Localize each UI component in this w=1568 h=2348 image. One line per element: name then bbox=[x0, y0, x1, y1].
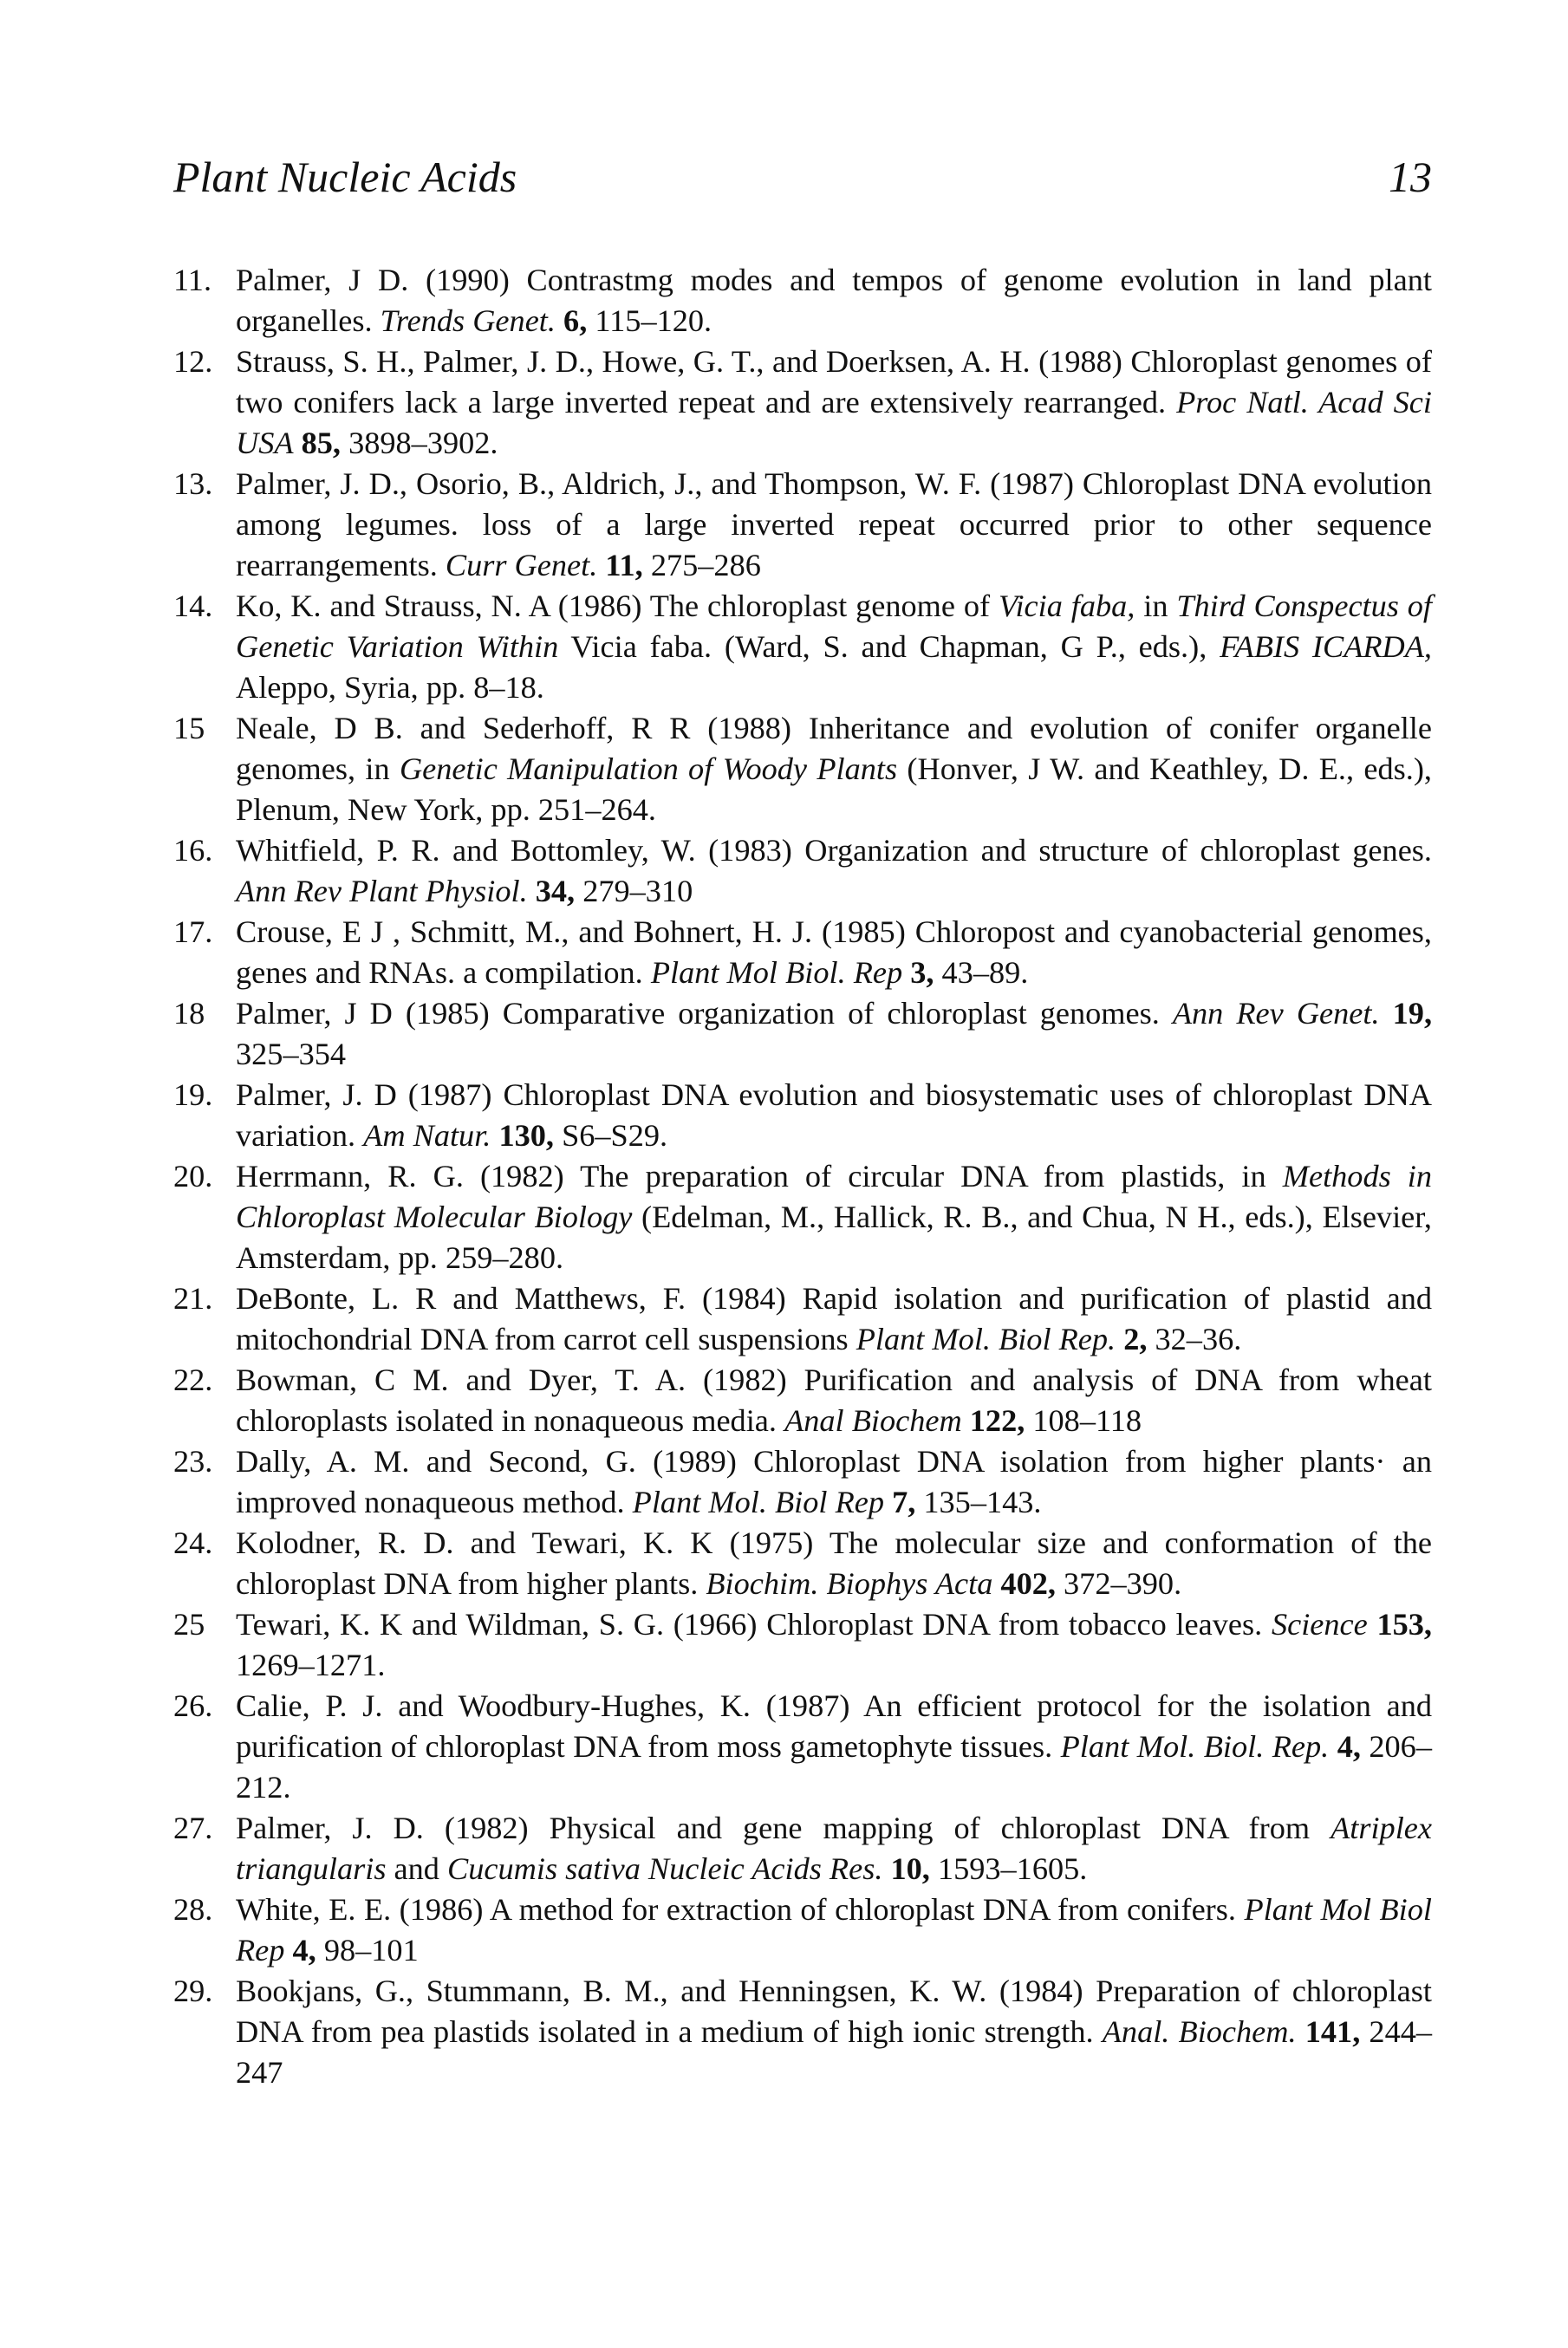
reference-number: 24. bbox=[173, 1525, 213, 1560]
reference-italic-text: Ann Rev Genet. bbox=[1172, 996, 1380, 1031]
reference-text bbox=[236, 586, 1432, 708]
reference-number: 21. bbox=[173, 1281, 213, 1316]
reference-volume: 7, bbox=[892, 1485, 916, 1519]
reference-number: 26. bbox=[173, 1688, 213, 1723]
reference-text-run bbox=[1368, 1607, 1377, 1642]
reference-text-run: S6–S29. bbox=[554, 1118, 668, 1153]
reference-text-run: in bbox=[1135, 589, 1177, 623]
reference-italic-text: Plant Mol Biol Rep bbox=[236, 1892, 1433, 1968]
reference-number: 18 bbox=[173, 996, 205, 1031]
reference-text-run bbox=[1380, 996, 1393, 1031]
reference-volume: 4, bbox=[1337, 1729, 1361, 1764]
reference-text-run: Vicia faba. (Ward, S. and Chapman, G P., eds.), bbox=[558, 629, 1220, 664]
reference-italic-text: Anal Biochem bbox=[784, 1403, 962, 1438]
reference-item bbox=[173, 1808, 1432, 1889]
reference-item bbox=[173, 708, 1432, 830]
page-number: 13 bbox=[1389, 153, 1432, 201]
reference-italic-text: Vicia faba, bbox=[999, 589, 1135, 623]
reference-item bbox=[173, 993, 1432, 1075]
reference-italic-text: Plant Mol Biol. Rep bbox=[650, 955, 903, 990]
reference-item bbox=[173, 1075, 1432, 1156]
reference-text-run: 1593–1605. bbox=[929, 1851, 1088, 1886]
reference-text-run: 325–354 bbox=[236, 1037, 347, 1071]
reference-item bbox=[173, 1441, 1432, 1523]
reference-item bbox=[173, 1604, 1432, 1686]
reference-text-run: Bowman, C M. and Dyer, T. A. (1982) Purification and analysis of DNA from wheat chloroplasts isolated in nonaqueous media. bbox=[236, 1363, 1432, 1438]
reference-text-run: (Honver, J W. and Keathley, D. E., eds.), Plenum, New York, pp. 251–264. bbox=[236, 751, 1432, 827]
reference-text-run bbox=[962, 1403, 970, 1438]
reference-text-run bbox=[1116, 1322, 1123, 1356]
reference-text bbox=[236, 1075, 1432, 1156]
reference-italic-text: Genetic Manipulation of Woody Plants bbox=[399, 751, 898, 786]
running-head-title: Plant Nucleic Acids bbox=[173, 153, 517, 201]
reference-volume: 130, bbox=[498, 1118, 554, 1153]
reference-text bbox=[236, 1686, 1432, 1808]
reference-item bbox=[173, 912, 1432, 993]
reference-text-run bbox=[597, 548, 605, 582]
reference-volume: 10, bbox=[890, 1851, 930, 1886]
reference-volume: 19, bbox=[1392, 996, 1433, 1031]
reference-volume: 85, bbox=[301, 426, 341, 460]
reference-number: 19. bbox=[173, 1077, 213, 1112]
reference-text-run: Neale, D B. and Sederhoff, R R (1988) Inheritance and evolution of conifer organelle genomes, in bbox=[236, 711, 1432, 786]
reference-italic-text: Atriplex triangularis bbox=[236, 1811, 1432, 1886]
reference-number: 16. bbox=[173, 833, 213, 868]
reference-italic-text: Cucumis sativa Nucleic Acids Res. bbox=[447, 1851, 883, 1886]
reference-text-run: Palmer, J. D. (1982) Physical and gene mapping of chloroplast DNA from bbox=[236, 1811, 1331, 1845]
reference-text-run bbox=[902, 955, 910, 990]
reference-text-run: (Edelman, M., Hallick, R. B., and Chua, N H., eds.), Elsevier, Amsterdam, pp. 259–280. bbox=[236, 1200, 1432, 1275]
reference-text bbox=[236, 260, 1432, 341]
reference-text-run: 135–143. bbox=[915, 1485, 1042, 1519]
reference-text bbox=[236, 1604, 1432, 1686]
reference-text-run: Whitfield, P. R. and Bottomley, W. (1983) Organization and structure of chloroplast genes. bbox=[236, 833, 1432, 868]
reference-text-run: Ko, K. and Strauss, N. A (1986) The chloroplast genome of bbox=[236, 589, 999, 623]
reference-item bbox=[173, 464, 1432, 586]
reference-text-run: 372–390. bbox=[1055, 1566, 1182, 1601]
reference-number: 13. bbox=[173, 466, 213, 501]
reference-text-run: Palmer, J. D (1987) Chloroplast DNA evolution and biosystematic uses of chloroplast DNA variation. bbox=[236, 1077, 1432, 1153]
reference-text-run bbox=[884, 1485, 892, 1519]
reference-item bbox=[173, 1889, 1432, 1971]
reference-text-run bbox=[1329, 1729, 1337, 1764]
reference-text bbox=[236, 1441, 1432, 1523]
reference-italic-text: Methods in Chloroplast Molecular Biology bbox=[236, 1159, 1433, 1234]
reference-volume: 4, bbox=[292, 1933, 316, 1968]
reference-volume: 122, bbox=[969, 1403, 1025, 1438]
reference-number: 22. bbox=[173, 1363, 213, 1397]
reference-italic-text: Science bbox=[1271, 1607, 1368, 1642]
reference-number: 28. bbox=[173, 1892, 213, 1927]
reference-number: 25 bbox=[173, 1607, 205, 1642]
reference-italic-text: Plant Mol. Biol Rep. bbox=[856, 1322, 1116, 1356]
reference-item bbox=[173, 1156, 1432, 1278]
reference-text-run: Strauss, S. H., Palmer, J. D., Howe, G. T., and Doerksen, A. H. (1988) Chloroplast genomes of two conifers lack a large inverted repeat and are extensively rearranged. bbox=[236, 344, 1432, 420]
reference-item bbox=[173, 1360, 1432, 1441]
reference-text-run: 108–118 bbox=[1025, 1403, 1142, 1438]
reference-text-run: 1269–1271. bbox=[236, 1648, 386, 1682]
reference-italic-text: Am Natur. bbox=[363, 1118, 491, 1153]
reference-italic-text: Plant Mol. Biol Rep bbox=[632, 1485, 884, 1519]
reference-item bbox=[173, 1523, 1432, 1604]
reference-text-run: Aleppo, Syria, pp. 8–18. bbox=[236, 670, 544, 705]
reference-text-run: Palmer, J D. (1990) Contrastmg modes and tempos of genome evolution in land plant organelles. bbox=[236, 263, 1432, 338]
reference-text-run: DeBonte, L. R and Matthews, F. (1984) Rapid isolation and purification of plastid and mitochondrial DNA from carrot cell suspensions bbox=[236, 1281, 1432, 1356]
reference-text-run: 275–286 bbox=[642, 548, 761, 582]
reference-text-run: 32–36. bbox=[1147, 1322, 1242, 1356]
reference-item bbox=[173, 830, 1432, 912]
reference-italic-text: Ann Rev Plant Physiol. bbox=[236, 874, 528, 908]
reference-italic-text: FABIS ICARDA, bbox=[1220, 629, 1432, 664]
reference-text-run bbox=[284, 1933, 292, 1968]
reference-number: 20. bbox=[173, 1159, 213, 1194]
reference-text-run: Crouse, E J , Schmitt, M., and Bohnert, H. J. (1985) Chloropost and cyanobacterial genomes, genes and RNAs. a compilation. bbox=[236, 914, 1432, 990]
reference-italic-text: Third Conspectus of Genetic Variation Within bbox=[236, 589, 1433, 664]
reference-text bbox=[236, 1156, 1432, 1278]
reference-number: 27. bbox=[173, 1811, 213, 1845]
reference-text bbox=[236, 1971, 1432, 2093]
reference-volume: 153, bbox=[1376, 1607, 1433, 1642]
reference-italic-text: Curr Genet. bbox=[445, 548, 598, 582]
reference-text bbox=[236, 464, 1432, 586]
reference-item bbox=[173, 586, 1432, 708]
reference-volume: 3, bbox=[910, 955, 934, 990]
reference-text-run: Dally, A. M. and Second, G. (1989) Chloroplast DNA isolation from higher plants· an improved nonaqueous method. bbox=[236, 1444, 1432, 1519]
reference-text-run: 115–120. bbox=[587, 303, 712, 338]
reference-text bbox=[236, 1523, 1432, 1604]
reference-text-run: 244–247 bbox=[236, 2014, 1433, 2090]
reference-text-run bbox=[528, 874, 536, 908]
reference-text bbox=[236, 1278, 1432, 1360]
reference-number: 12. bbox=[173, 344, 213, 379]
reference-number: 29. bbox=[173, 1974, 213, 2008]
reference-text bbox=[236, 993, 1432, 1075]
reference-number: 14. bbox=[173, 589, 213, 623]
reference-text-run bbox=[556, 303, 563, 338]
reference-italic-text: Anal. Biochem. bbox=[1102, 2014, 1297, 2049]
reference-text bbox=[236, 830, 1432, 912]
reference-number: 23. bbox=[173, 1444, 213, 1479]
reference-volume: 2, bbox=[1123, 1322, 1148, 1356]
reference-text-run: and bbox=[386, 1851, 448, 1886]
reference-volume: 11, bbox=[605, 548, 643, 582]
reference-number: 17. bbox=[173, 914, 213, 949]
reference-item bbox=[173, 341, 1432, 464]
reference-text-run bbox=[294, 426, 302, 460]
reference-volume: 402, bbox=[1000, 1566, 1056, 1601]
reference-text bbox=[236, 1808, 1432, 1889]
reference-text-run: 3898–3902. bbox=[341, 426, 498, 460]
reference-text-run: Tewari, K. K and Wildman, S. G. (1966) Chloroplast DNA from tobacco leaves. bbox=[236, 1607, 1272, 1642]
reference-text-run: Palmer, J. D., Osorio, B., Aldrich, J., and Thompson, W. F. (1987) Chloroplast DNA evolution among legumes. loss of a large inverted repeat occurred prior to other sequence rearrangements. bbox=[236, 466, 1432, 582]
reference-text bbox=[236, 912, 1432, 993]
reference-number: 11. bbox=[173, 263, 212, 297]
reference-text-run: Palmer, J D (1985) Comparative organization of chloroplast genomes. bbox=[236, 996, 1173, 1031]
reference-volume: 141, bbox=[1304, 2014, 1361, 2049]
reference-list bbox=[173, 260, 1432, 2093]
reference-text bbox=[236, 1889, 1432, 1971]
reference-item bbox=[173, 1971, 1432, 2093]
reference-text-run: Herrmann, R. G. (1982) The preparation of circular DNA from plastids, in bbox=[236, 1159, 1283, 1194]
reference-volume: 34, bbox=[535, 874, 576, 908]
reference-italic-text: Plant Mol. Biol. Rep. bbox=[1060, 1729, 1330, 1764]
reference-text bbox=[236, 708, 1432, 830]
running-head bbox=[173, 149, 1432, 205]
reference-volume: 6, bbox=[563, 303, 588, 338]
reference-item bbox=[173, 1278, 1432, 1360]
reference-text-run: 206–212. bbox=[236, 1729, 1432, 1805]
reference-italic-text: Biochim. Biophys Acta bbox=[706, 1566, 993, 1601]
reference-text bbox=[236, 1360, 1432, 1441]
reference-text-run: 279–310 bbox=[575, 874, 693, 908]
reference-text bbox=[236, 341, 1432, 464]
reference-text-run: Kolodner, R. D. and Tewari, K. K (1975) The molecular size and conformation of the chloroplast DNA from higher plants. bbox=[236, 1525, 1432, 1601]
reference-text-run: 43–89. bbox=[934, 955, 1029, 990]
reference-italic-text: Proc Natl. Acad Sci USA bbox=[236, 385, 1432, 460]
reference-text-run: White, E. E. (1986) A method for extraction of chloroplast DNA from conifers. bbox=[236, 1892, 1245, 1927]
reference-italic-text: Trends Genet. bbox=[380, 303, 556, 338]
reference-text-run: Bookjans, G., Stummann, B. M., and Henningsen, K. W. (1984) Preparation of chloroplast DNA from pea plastids isolated in a medium of high ionic strength. bbox=[236, 1974, 1432, 2049]
reference-text-run: Calie, P. J. and Woodbury-Hughes, K. (1987) An efficient protocol for the isolation and purification of chloroplast DNA from moss gametophyte tissues. bbox=[236, 1688, 1432, 1764]
reference-item bbox=[173, 1686, 1432, 1808]
reference-number: 15 bbox=[173, 711, 205, 745]
reference-item bbox=[173, 260, 1432, 341]
reference-text-run bbox=[1297, 2014, 1305, 2049]
reference-text-run: 98–101 bbox=[316, 1933, 419, 1968]
